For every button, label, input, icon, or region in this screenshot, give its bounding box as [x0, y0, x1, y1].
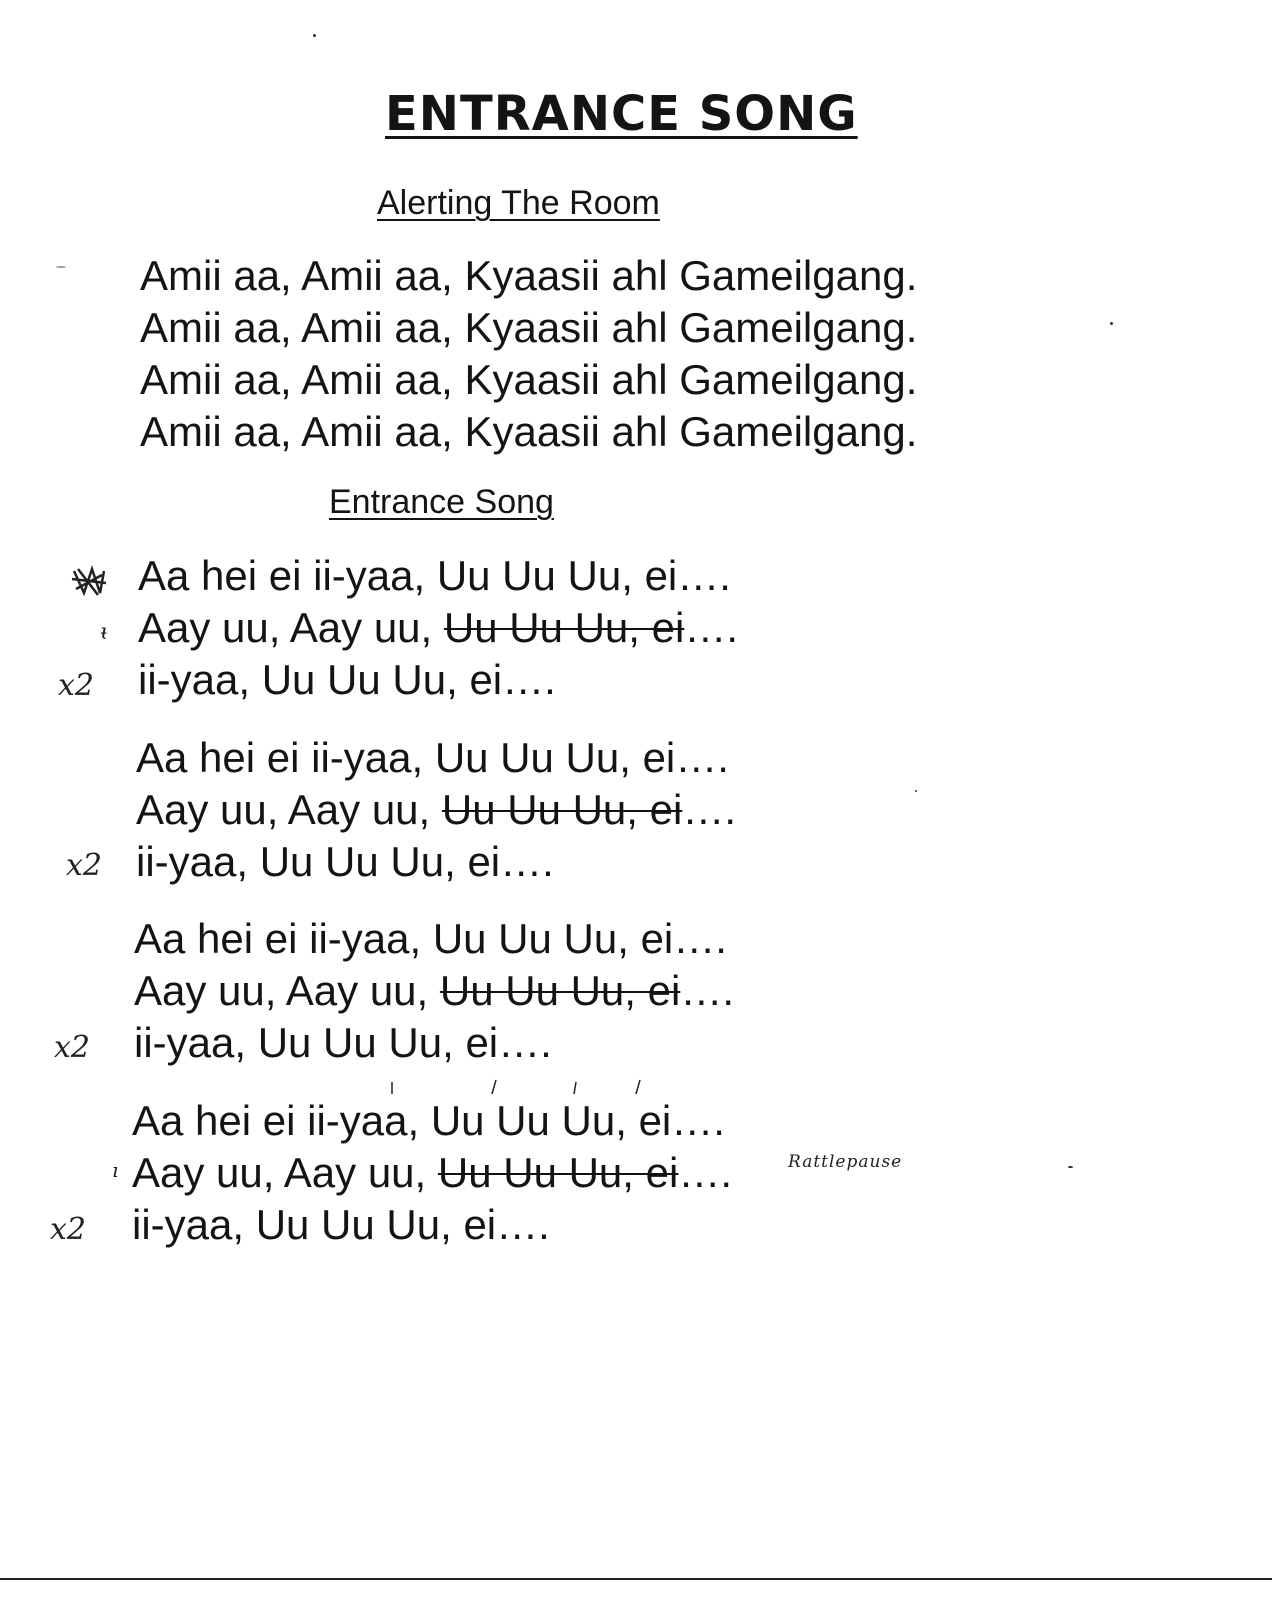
verse-line-ellipsis: ….: [682, 786, 736, 833]
margin-note-repeat: x2: [50, 1212, 87, 1247]
scan-speck: [1110, 322, 1113, 325]
verse-line: ii-yaa, Uu Uu Uu, ei….: [138, 656, 556, 703]
verse-line: [132, 1148, 732, 1198]
tick-mark: ı: [112, 1158, 119, 1182]
bottom-rule: [0, 1578, 1272, 1580]
scan-speck: [915, 790, 917, 792]
scribble-mark: [70, 565, 108, 599]
verse-line: Aa hei ei ii-yaa, Uu Uu Uu, ei….: [136, 734, 729, 781]
alerting-line: Amii aa, Amii aa, Kyaasii ahl Gameilgang.: [140, 408, 918, 455]
scan-speck: [56, 266, 66, 268]
verse-line: Aa hei ei ii-yaa, Uu Uu Uu, ei….: [134, 915, 727, 962]
margin-note-repeat: x2: [66, 848, 103, 883]
verse-line: Aa hei ei ii-yaa, Uu Uu Uu, ei….: [138, 552, 731, 599]
handwritten-note-rattlepause: Rattlepause: [788, 1152, 903, 1172]
verse-line: Aa hei ei ii-yaa, Uu Uu Uu, ei….: [132, 1097, 725, 1144]
struck-text: Uu Uu Uu, ei: [437, 1149, 679, 1196]
verse-line-ellipsis: ….: [680, 967, 734, 1014]
struck-text: Uu Uu Uu, ei: [443, 604, 685, 651]
struck-text: Uu Uu Uu, ei: [439, 967, 681, 1014]
scan-speck: [313, 34, 316, 37]
verse-line: ii-yaa, Uu Uu Uu, ei….: [132, 1201, 550, 1248]
verse-line: [138, 603, 738, 653]
alerting-line: Amii aa, Amii aa, Kyaasii ahl Gameilgang.: [140, 252, 918, 299]
verse-line: [134, 966, 734, 1016]
alerting-line: Amii aa, Amii aa, Kyaasii ahl Gameilgang.: [140, 304, 918, 351]
verse-line-ellipsis: ….: [684, 604, 738, 651]
margin-note-repeat: x2: [58, 668, 95, 703]
verse-line: ii-yaa, Uu Uu Uu, ei….: [136, 838, 554, 885]
alerting-line: Amii aa, Amii aa, Kyaasii ahl Gameilgang.: [140, 356, 918, 403]
struck-text: Uu Uu Uu, ei: [441, 786, 683, 833]
verse-line: ii-yaa, Uu Uu Uu, ei….: [134, 1019, 552, 1066]
verse-line-ellipsis: ….: [678, 1149, 732, 1196]
verse-line-text: Aay uu, Aay uu,: [132, 1149, 438, 1196]
verse-line-text: Aay uu, Aay uu,: [134, 967, 440, 1014]
verse-line: [136, 785, 736, 835]
section-heading-alerting: Alerting The Room: [377, 184, 660, 222]
verse-line-text: Aay uu, Aay uu,: [136, 786, 442, 833]
margin-note-repeat: x2: [54, 1030, 91, 1065]
verse-line-text: Aay uu, Aay uu,: [138, 604, 444, 651]
tick-mark: ᵼ: [100, 620, 109, 645]
scan-speck: [1068, 1166, 1073, 1168]
page-title: ENTRANCE SONG: [385, 86, 858, 142]
section-heading-entrance: Entrance Song: [329, 483, 554, 521]
